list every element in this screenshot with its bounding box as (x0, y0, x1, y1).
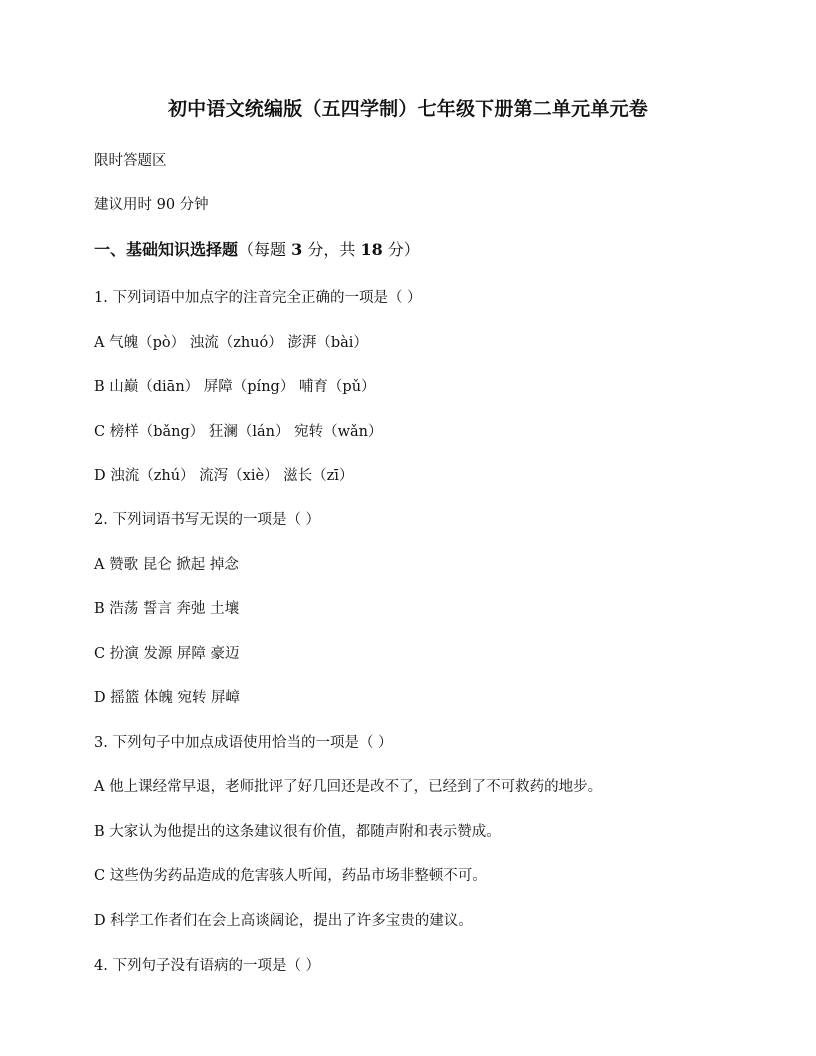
question-2-option-d: D 摇篮 体魄 宛转 屏嶂 (94, 690, 241, 706)
question-3-stem: 3. 下列句子中加点成语使用恰当的一项是（ ） (94, 735, 393, 751)
section-note-mid: 分，共 (302, 240, 361, 259)
question-1-stem: 1. 下列词语中加点字的注音完全正确的一项是（ ） (94, 290, 422, 306)
question-3-option-a: A 他上课经常早退，老师批评了好几回还是改不了，已经到了不可救药的地步。 (94, 779, 603, 795)
question-3-option-c: C 这些伪劣药品造成的危害骇人听闻，药品市场非整顿不可。 (94, 868, 487, 884)
question-3-option-d: D 科学工作者们在会上高谈阔论，提出了许多宝贵的建议。 (94, 913, 473, 929)
suggested-time-label: 建议用时 90 分钟 (94, 197, 209, 213)
answer-area-label: 限时答题区 (94, 153, 167, 169)
question-1-option-c: C 榜样（bǎng） 狂澜（lán） 宛转（wǎn） (94, 424, 383, 440)
section-note-total: 18 (360, 240, 383, 259)
question-2-stem: 2. 下列词语书写无误的一项是（ ） (94, 512, 321, 528)
question-3-option-b: B 大家认为他提出的这条建议很有价值，都随声附和表示赞成。 (94, 824, 501, 840)
question-2-option-a: A 赞歌 昆仑 掀起 掉念 (94, 557, 239, 573)
section-heading (94, 240, 776, 260)
question-1-option-a: A 气魄（pò） 浊流（zhuó） 澎湃（bài） (94, 335, 368, 351)
section-note-score: 3 (291, 240, 303, 259)
question-4-stem: 4. 下列句子没有语病的一项是（ ） (94, 958, 321, 974)
section-note-prefix: （每题 (238, 240, 292, 259)
section-heading-title: 一、基础知识选择题 (94, 240, 239, 259)
question-1-option-d: D 浊流（zhú） 流泻（xiè） 滋长（zī） (94, 468, 354, 484)
section-note-suffix: 分） (382, 240, 420, 259)
question-2-option-c: C 扮演 发源 屏障 豪迈 (94, 646, 240, 662)
question-1-option-b: B 山巅（diān） 屏障（píng） 哺育（pǔ） (94, 379, 376, 395)
question-2-option-b: B 浩荡 誓言 奔弛 土壤 (94, 601, 240, 617)
document-title: 初中语文统编版（五四学制）七年级下册第二单元单元卷 (167, 98, 648, 120)
